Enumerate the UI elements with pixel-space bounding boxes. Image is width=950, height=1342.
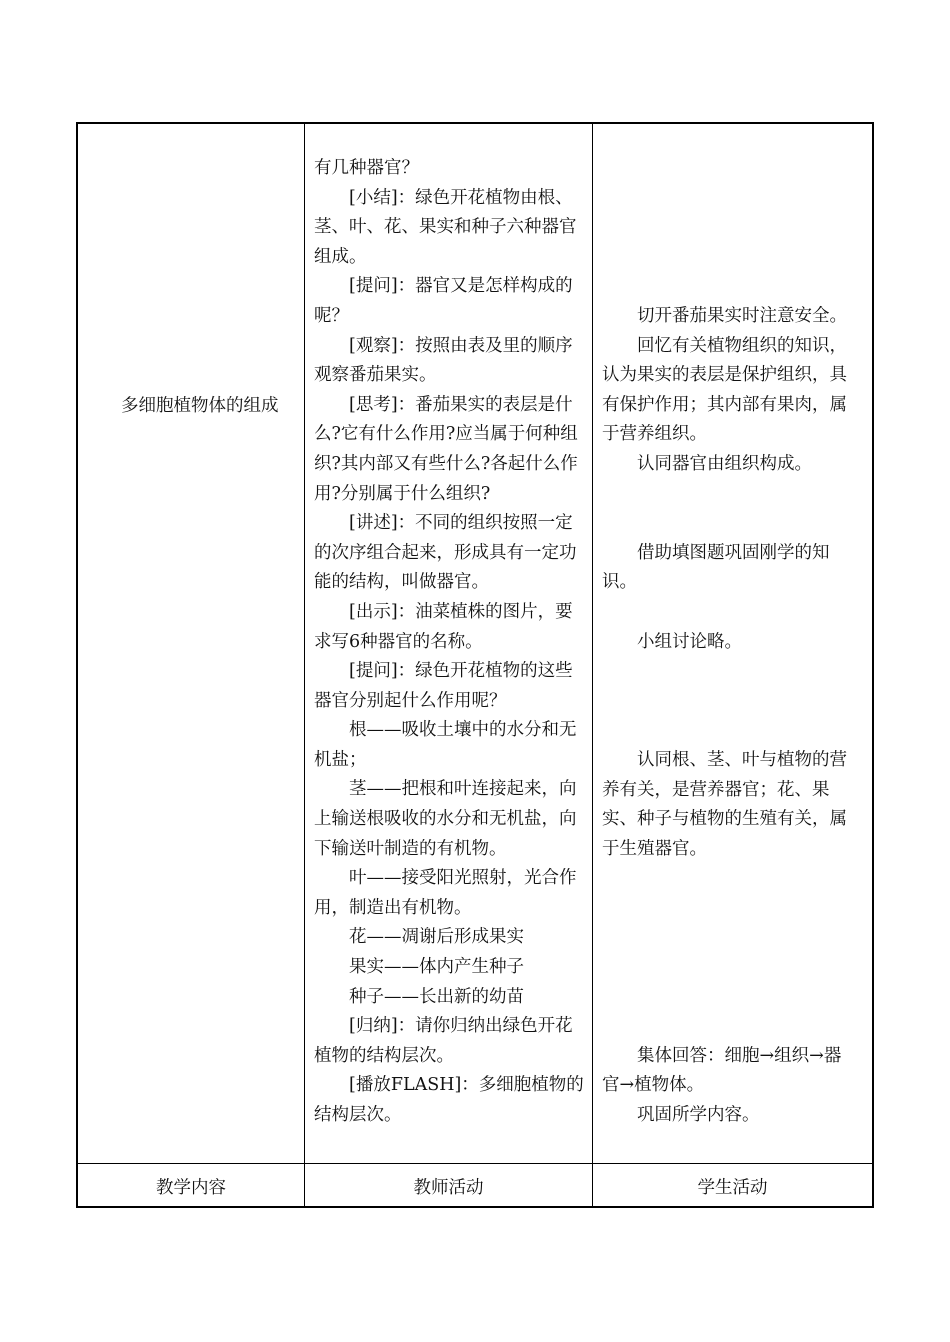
student-paragraph: 借助填图题巩固刚学的知识。: [602, 542, 830, 593]
teacher-paragraph: 茎——把根和叶连接起来，向上输送根吸收的水分和无机盐，向下输送叶制造的有机物。: [314, 779, 577, 859]
teacher-paragraph: [出示]：油菜植株的图片，要求写6种器官的名称。: [314, 601, 573, 652]
header-student: 学生活动: [697, 1177, 768, 1198]
teacher-paragraph: 叶——接受阳光照射，光合作用，制造出有机物。: [314, 868, 577, 918]
teacher-paragraph: [提问]：器官又是怎样构成的呢？: [314, 276, 573, 326]
teacher-paragraph: [归纳]：请你归纳出绿色开花植物的结构层次。: [314, 1016, 573, 1066]
student-paragraph: 回忆有关植物组织的知识，认为果实的表层是保护组织，具有保护作用；其内部有果肉，属于营养组织。: [602, 335, 847, 445]
column-divider: [592, 124, 593, 1206]
teacher-paragraph: 种子——长出新的幼苗: [349, 986, 524, 1007]
student-paragraph: 小组讨论略。: [637, 631, 742, 652]
teacher-paragraph: 根——吸收土壤中的水分和无机盐；: [314, 720, 577, 770]
student-paragraph: 认同根、茎、叶与植物的营养有关，是营养器官；花、果实、种子与植物的生殖有关，属于生殖器官。: [602, 749, 847, 859]
teacher-activity-cell: [314, 154, 584, 1131]
teacher-paragraph: 果实——体内产生种子: [349, 957, 524, 978]
teacher-paragraph: 花——凋谢后形成果实: [349, 927, 524, 948]
student-activity-cell: [602, 302, 858, 1131]
teacher-paragraph: 有几种器官？: [314, 158, 419, 178]
student-paragraph: 巩固所学内容。: [637, 1105, 760, 1126]
teacher-paragraph: [讲述]：不同的组织按照一定的次序组合起来，形成具有一定功能的结构，叫做器官。: [314, 513, 577, 593]
lesson-table: [76, 122, 874, 1208]
teacher-paragraph: [小结]：绿色开花植物由根、茎、叶、花、果实和种子六种器官组成。: [314, 187, 577, 267]
teacher-paragraph: [播放FLASH]：多细胞植物的结构层次。: [314, 1075, 584, 1125]
column-divider: [304, 124, 305, 1206]
content-text: 多细胞植物体的组成: [121, 396, 279, 416]
header-content: 教学内容: [156, 1177, 226, 1198]
student-paragraph: 集体回答：细胞→组织→器官→植物体。: [602, 1045, 842, 1096]
teacher-paragraph: [提问]：绿色开花植物的这些器官分别起什么作用呢？: [314, 661, 573, 711]
teacher-paragraph: [思考]：番茄果实的表层是什么?它有什么作用?应当属于何种组织?其内部又有些什么?各起什么作用?分别属于什么组织?: [314, 394, 578, 504]
student-paragraph: 切开番茄果实时注意安全。: [637, 306, 847, 326]
student-paragraph: 认同器官由组织构成。: [637, 453, 812, 474]
content-cell: [86, 392, 298, 422]
header-teacher: 教师活动: [413, 1177, 484, 1198]
teacher-paragraph: [观察]：按照由表及里的顺序观察番茄果实。: [314, 335, 573, 386]
